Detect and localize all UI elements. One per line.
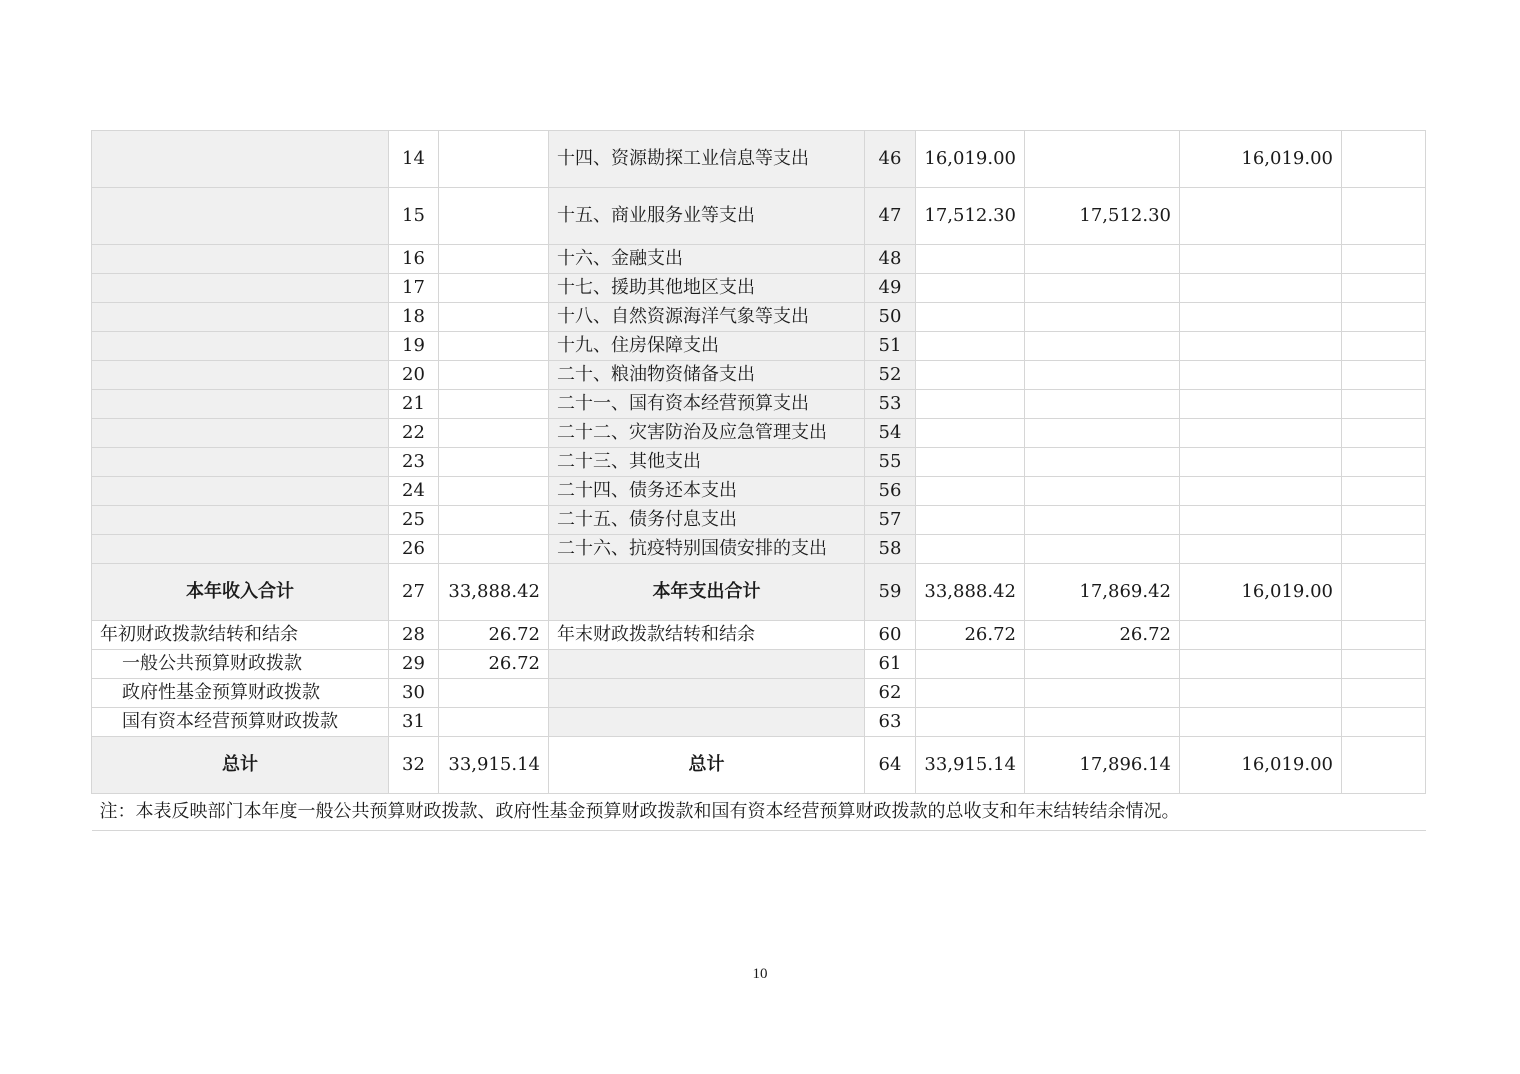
table-row: [92, 361, 1426, 390]
expense-general-cell: [1025, 477, 1180, 506]
income-item-cell: [92, 131, 389, 188]
expense-fund-cell: [1180, 708, 1342, 737]
expense-general-cell: [1025, 245, 1180, 274]
expense-line-no: 51: [865, 332, 916, 361]
expense-fund-cell: [1180, 650, 1342, 679]
income-line-no: 25: [389, 506, 439, 535]
table-row: [92, 708, 1426, 737]
income-item-cell: [92, 419, 389, 448]
expense-total-cell: [916, 390, 1025, 419]
expense-item-cell: 十九、住房保障支出: [549, 332, 865, 361]
income-line-no: 27: [389, 564, 439, 621]
expense-fund-cell: [1180, 390, 1342, 419]
expense-general-cell: 17,896.14: [1025, 737, 1180, 794]
expense-line-no: 55: [865, 448, 916, 477]
expense-fund-cell: [1180, 621, 1342, 650]
expense-fund-cell: [1180, 535, 1342, 564]
table-row: [92, 650, 1426, 679]
income-item-cell: [92, 245, 389, 274]
table-row: [92, 303, 1426, 332]
expense-fund-cell: [1180, 303, 1342, 332]
income-amount-cell: [439, 448, 549, 477]
expense-fund-cell: [1180, 477, 1342, 506]
expense-general-cell: [1025, 650, 1180, 679]
note-row: [92, 794, 1426, 831]
expense-total-cell: [916, 419, 1025, 448]
income-item-cell: [92, 390, 389, 419]
table-row: [92, 131, 1426, 188]
expense-line-no: 48: [865, 245, 916, 274]
income-item-cell: [92, 448, 389, 477]
expense-fund-cell: [1180, 332, 1342, 361]
expense-state-capital-cell: [1342, 650, 1426, 679]
expense-total-cell: [916, 535, 1025, 564]
expense-item-cell: [549, 679, 865, 708]
income-amount-cell: 33,888.42: [439, 564, 549, 621]
expense-item-cell: [549, 708, 865, 737]
income-line-no: 32: [389, 737, 439, 794]
income-line-no: 20: [389, 361, 439, 390]
expense-total-cell: [916, 650, 1025, 679]
expense-general-cell: [1025, 361, 1180, 390]
expense-state-capital-cell: [1342, 535, 1426, 564]
expense-line-no: 60: [865, 621, 916, 650]
income-amount-cell: [439, 188, 549, 245]
income-amount-cell: [439, 679, 549, 708]
expense-state-capital-cell: [1342, 708, 1426, 737]
expense-fund-cell: 16,019.00: [1180, 564, 1342, 621]
income-item-cell: [92, 477, 389, 506]
expense-line-no: 58: [865, 535, 916, 564]
income-item-cell: [92, 332, 389, 361]
expense-state-capital-cell: [1342, 274, 1426, 303]
expense-fund-cell: 16,019.00: [1180, 737, 1342, 794]
expense-line-no: 59: [865, 564, 916, 621]
expense-line-no: 50: [865, 303, 916, 332]
income-amount-cell: [439, 361, 549, 390]
expense-state-capital-cell: [1342, 621, 1426, 650]
expense-line-no: 47: [865, 188, 916, 245]
expense-item-cell: 二十、粮油物资储备支出: [549, 361, 865, 390]
expense-general-cell: [1025, 332, 1180, 361]
income-line-no: 21: [389, 390, 439, 419]
expense-total-cell: [916, 245, 1025, 274]
expense-fund-cell: 16,019.00: [1180, 131, 1342, 188]
table-row: [92, 245, 1426, 274]
expense-state-capital-cell: [1342, 737, 1426, 794]
income-line-no: 18: [389, 303, 439, 332]
expense-line-no: 61: [865, 650, 916, 679]
expense-state-capital-cell: [1342, 506, 1426, 535]
expense-item-cell: 十七、援助其他地区支出: [549, 274, 865, 303]
expense-line-no: 52: [865, 361, 916, 390]
expense-general-cell: 17,869.42: [1025, 564, 1180, 621]
income-total-label: 本年收入合计: [92, 564, 389, 621]
expense-item-cell: 二十六、抗疫特别国债安排的支出: [549, 535, 865, 564]
expense-fund-cell: [1180, 274, 1342, 303]
expense-line-no: 63: [865, 708, 916, 737]
income-line-no: 23: [389, 448, 439, 477]
income-item-cell: 国有资本经营预算财政拨款: [92, 708, 389, 737]
expense-line-no: 62: [865, 679, 916, 708]
expense-line-no: 57: [865, 506, 916, 535]
expense-total-cell: [916, 477, 1025, 506]
table-row: [92, 506, 1426, 535]
expense-item-cell: 二十五、债务付息支出: [549, 506, 865, 535]
expense-fund-cell: [1180, 448, 1342, 477]
income-line-no: 22: [389, 419, 439, 448]
expense-total-label: 本年支出合计: [549, 564, 865, 621]
income-item-cell: [92, 188, 389, 245]
income-line-no: 30: [389, 679, 439, 708]
income-line-no: 17: [389, 274, 439, 303]
income-amount-cell: [439, 708, 549, 737]
expense-line-no: 64: [865, 737, 916, 794]
table-row: [92, 390, 1426, 419]
income-item-cell: 一般公共预算财政拨款: [92, 650, 389, 679]
expense-state-capital-cell: [1342, 332, 1426, 361]
table-note: 注：本表反映部门本年度一般公共预算财政拨款、政府性基金预算财政拨款和国有资本经营预算财政拨款的总收支和年末结转结余情况。: [92, 794, 1426, 831]
expense-general-cell: [1025, 535, 1180, 564]
expense-general-cell: [1025, 303, 1180, 332]
expense-total-cell: [916, 506, 1025, 535]
expense-state-capital-cell: [1342, 419, 1426, 448]
expense-total-cell: 33,915.14: [916, 737, 1025, 794]
expense-fund-cell: [1180, 245, 1342, 274]
income-item-cell: [92, 535, 389, 564]
table-row: [92, 332, 1426, 361]
table-row: [92, 448, 1426, 477]
income-amount-cell: [439, 390, 549, 419]
income-grand-total-label: 总计: [92, 737, 389, 794]
expense-item-cell: 十八、自然资源海洋气象等支出: [549, 303, 865, 332]
income-line-no: 14: [389, 131, 439, 188]
expense-state-capital-cell: [1342, 477, 1426, 506]
income-amount-cell: [439, 477, 549, 506]
expense-item-cell: 二十二、灾害防治及应急管理支出: [549, 419, 865, 448]
expense-general-cell: [1025, 506, 1180, 535]
income-amount-cell: [439, 535, 549, 564]
income-line-no: 16: [389, 245, 439, 274]
income-line-no: 29: [389, 650, 439, 679]
table-row: [92, 535, 1426, 564]
income-item-cell: [92, 506, 389, 535]
expense-general-cell: 26.72: [1025, 621, 1180, 650]
expense-total-cell: [916, 274, 1025, 303]
income-item-cell: 年初财政拨款结转和结余: [92, 621, 389, 650]
expense-fund-cell: [1180, 679, 1342, 708]
expense-total-cell: [916, 361, 1025, 390]
table-row: [92, 621, 1426, 650]
expense-state-capital-cell: [1342, 390, 1426, 419]
expense-state-capital-cell: [1342, 564, 1426, 621]
expense-general-cell: [1025, 274, 1180, 303]
income-item-cell: 政府性基金预算财政拨款: [92, 679, 389, 708]
expense-state-capital-cell: [1342, 188, 1426, 245]
table-row: [92, 274, 1426, 303]
page-number: 10: [752, 966, 768, 982]
expense-item-cell: 十五、商业服务业等支出: [549, 188, 865, 245]
expense-state-capital-cell: [1342, 448, 1426, 477]
income-line-no: 19: [389, 332, 439, 361]
income-amount-cell: 26.72: [439, 621, 549, 650]
income-amount-cell: [439, 131, 549, 188]
expense-grand-total-label: 总计: [549, 737, 865, 794]
expense-state-capital-cell: [1342, 131, 1426, 188]
income-amount-cell: [439, 274, 549, 303]
expense-state-capital-cell: [1342, 361, 1426, 390]
annual-total-row: [92, 564, 1426, 621]
expense-fund-cell: [1180, 419, 1342, 448]
expense-total-cell: 17,512.30: [916, 188, 1025, 245]
expense-fund-cell: [1180, 361, 1342, 390]
expense-line-no: 53: [865, 390, 916, 419]
expense-general-cell: 17,512.30: [1025, 188, 1180, 245]
income-item-cell: [92, 303, 389, 332]
income-amount-cell: [439, 506, 549, 535]
expense-item-cell: 二十四、债务还本支出: [549, 477, 865, 506]
expense-general-cell: [1025, 390, 1180, 419]
income-amount-cell: [439, 303, 549, 332]
income-item-cell: [92, 361, 389, 390]
income-line-no: 26: [389, 535, 439, 564]
expense-item-cell: 二十三、其他支出: [549, 448, 865, 477]
expense-general-cell: [1025, 131, 1180, 188]
expense-item-cell: 二十一、国有资本经营预算支出: [549, 390, 865, 419]
expense-general-cell: [1025, 419, 1180, 448]
income-amount-cell: 26.72: [439, 650, 549, 679]
expense-fund-cell: [1180, 506, 1342, 535]
expense-total-cell: [916, 332, 1025, 361]
income-amount-cell: [439, 332, 549, 361]
expense-line-no: 49: [865, 274, 916, 303]
expense-item-cell: 十四、资源勘探工业信息等支出: [549, 131, 865, 188]
table-row: [92, 679, 1426, 708]
table-row: [92, 419, 1426, 448]
table-row: [92, 188, 1426, 245]
expense-total-cell: 16,019.00: [916, 131, 1025, 188]
expense-item-cell: 年末财政拨款结转和结余: [549, 621, 865, 650]
income-amount-cell: 33,915.14: [439, 737, 549, 794]
income-line-no: 28: [389, 621, 439, 650]
expense-state-capital-cell: [1342, 245, 1426, 274]
expense-total-cell: [916, 448, 1025, 477]
expense-general-cell: [1025, 679, 1180, 708]
fiscal-appropriation-table: [91, 130, 1426, 831]
income-item-cell: [92, 274, 389, 303]
income-line-no: 24: [389, 477, 439, 506]
expense-total-cell: [916, 708, 1025, 737]
expense-item-cell: 十六、金融支出: [549, 245, 865, 274]
expense-state-capital-cell: [1342, 679, 1426, 708]
expense-fund-cell: [1180, 188, 1342, 245]
income-amount-cell: [439, 245, 549, 274]
table-row: [92, 477, 1426, 506]
expense-line-no: 54: [865, 419, 916, 448]
expense-state-capital-cell: [1342, 303, 1426, 332]
expense-total-cell: 26.72: [916, 621, 1025, 650]
expense-line-no: 46: [865, 131, 916, 188]
expense-general-cell: [1025, 708, 1180, 737]
expense-total-cell: 33,888.42: [916, 564, 1025, 621]
expense-line-no: 56: [865, 477, 916, 506]
income-line-no: 15: [389, 188, 439, 245]
expense-total-cell: [916, 303, 1025, 332]
expense-general-cell: [1025, 448, 1180, 477]
expense-item-cell: [549, 650, 865, 679]
income-amount-cell: [439, 419, 549, 448]
grand-total-row: [92, 737, 1426, 794]
income-line-no: 31: [389, 708, 439, 737]
expense-total-cell: [916, 679, 1025, 708]
